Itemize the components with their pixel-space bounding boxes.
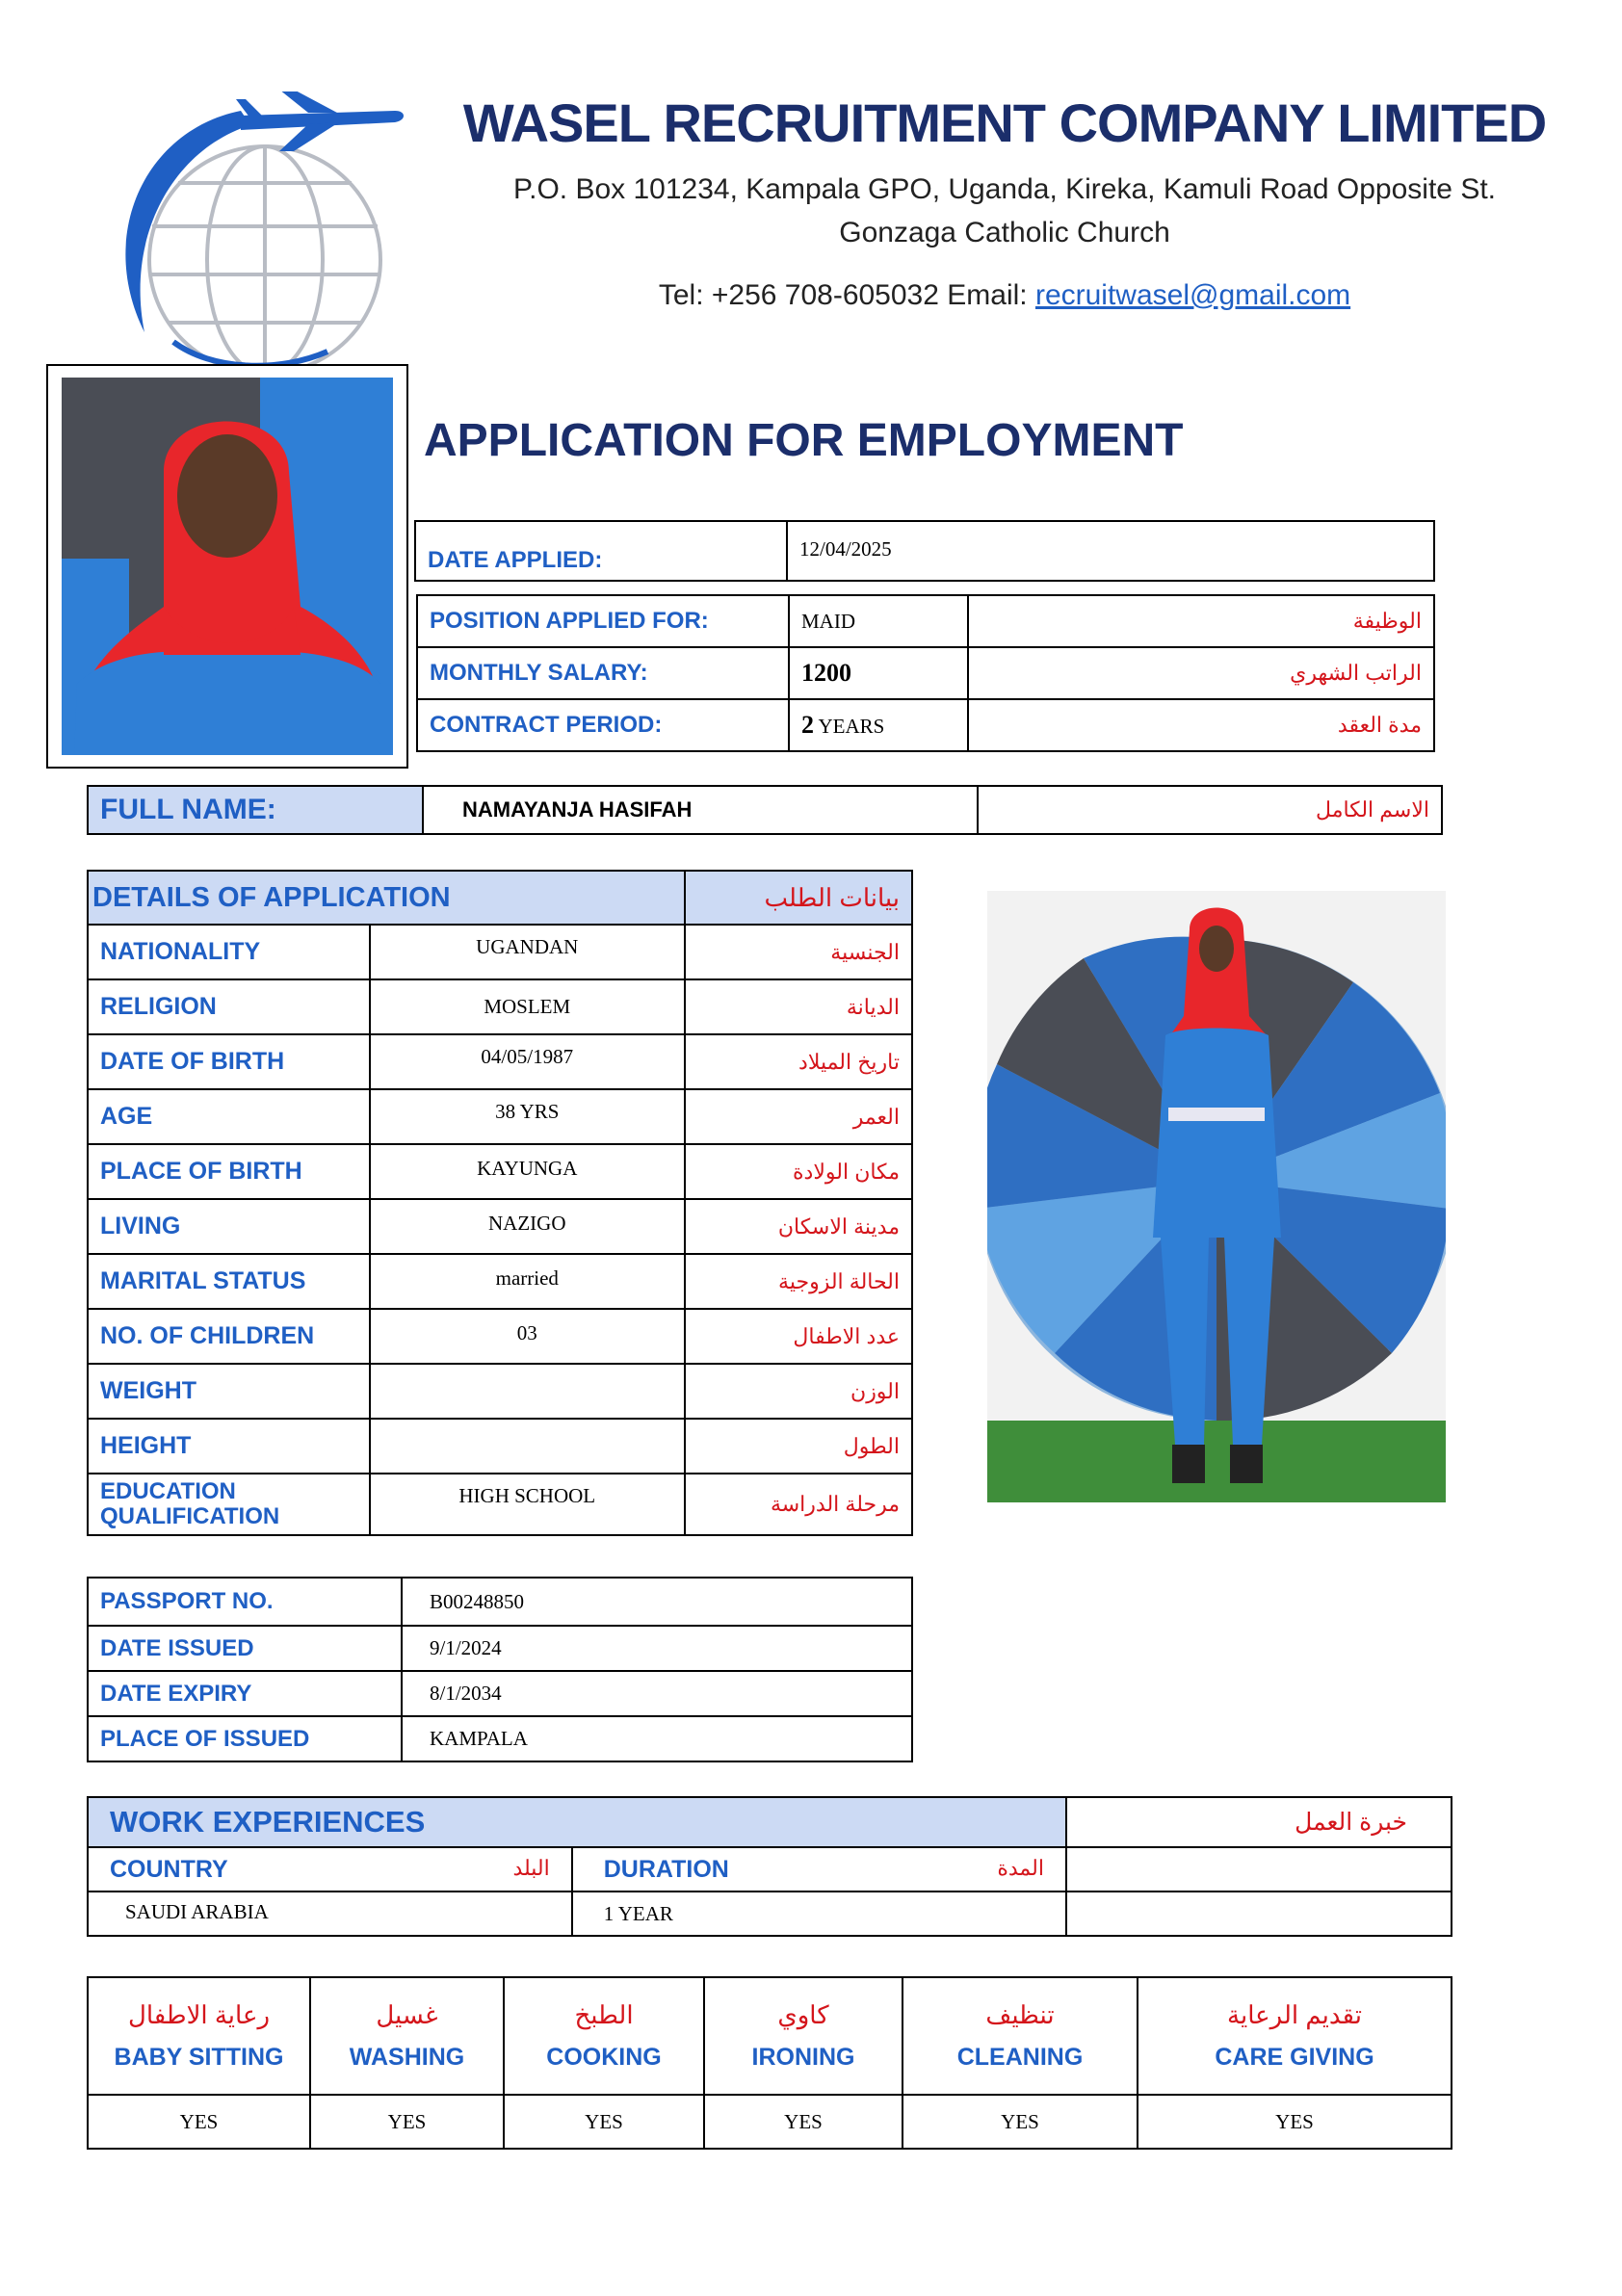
details-row-value: MOSLEM	[370, 979, 685, 1034]
passport-row-value: KAMPALA	[402, 1716, 912, 1761]
salary-label: MONTHLY SALARY:	[417, 647, 789, 699]
skill-ar: رعاية الاطفال	[127, 2000, 271, 2029]
skill-header	[1138, 1977, 1452, 2095]
details-row-ar: مرحلة الدراسة	[685, 1474, 912, 1535]
details-row	[88, 1364, 912, 1419]
details-row	[88, 1089, 912, 1144]
passport-row-label: PASSPORT NO.	[88, 1578, 402, 1626]
details-row-label: NO. OF CHILDREN	[88, 1309, 370, 1364]
details-row-label: LIVING	[88, 1199, 370, 1254]
details-row	[88, 1309, 912, 1364]
skill-value: YES	[310, 2095, 504, 2149]
skill-value: YES	[504, 2095, 704, 2149]
skill-value: YES	[88, 2095, 310, 2149]
passport-row	[88, 1671, 912, 1716]
form-title: APPLICATION FOR EMPLOYMENT	[424, 415, 1184, 466]
details-row-ar: الجنسية	[685, 925, 912, 979]
salary-ar: الراتب الشهري	[968, 647, 1434, 699]
passport-table	[87, 1577, 913, 1762]
position-label: POSITION APPLIED FOR:	[417, 595, 789, 647]
full-body-photo	[987, 891, 1446, 1502]
work-empty-cell	[1066, 1847, 1452, 1892]
details-row-ar: الديانة	[685, 979, 912, 1034]
passport-row	[88, 1578, 912, 1626]
company-tel: Tel: +256 708-605032 Email:	[658, 279, 1035, 311]
details-row-ar: الطول	[685, 1419, 912, 1474]
details-row-value: 04/05/1987	[370, 1034, 685, 1089]
skill-ar: كاوي	[777, 2000, 829, 2029]
company-logo	[87, 91, 414, 371]
details-row-value	[370, 1364, 685, 1419]
company-email-link[interactable]: recruitwasel@gmail.com	[1034, 279, 1351, 311]
skill-label: COOKING	[546, 2044, 662, 2071]
skill-ar: غسيل	[376, 2000, 438, 2029]
skill-label: WASHING	[349, 2044, 465, 2071]
full-name-table	[87, 785, 1443, 835]
contract-value-unit: YEARS	[818, 715, 885, 738]
work-duration-value: 1 YEAR	[572, 1892, 1066, 1936]
date-applied-table	[414, 520, 1435, 582]
details-row	[88, 1419, 912, 1474]
details-row-ar: العمر	[685, 1089, 912, 1144]
work-header: WORK EXPERIENCES	[88, 1797, 1066, 1847]
details-row-label: PLACE OF BIRTH	[88, 1144, 370, 1199]
full-name-ar: الاسم الكامل	[978, 786, 1442, 834]
details-row-value: married	[370, 1254, 685, 1309]
portrait-photo	[46, 364, 408, 769]
skill-header	[310, 1977, 504, 2095]
details-row-value: 38 YRS	[370, 1089, 685, 1144]
details-row	[88, 1254, 912, 1309]
skill-ar: تنظيف	[985, 2000, 1055, 2029]
passport-row-value: 9/1/2024	[402, 1626, 912, 1671]
position-value: MAID	[789, 595, 968, 647]
skill-header	[903, 1977, 1138, 2095]
details-row-value: KAYUNGA	[370, 1144, 685, 1199]
details-row-ar: عدد الاطفال	[685, 1309, 912, 1364]
passport-row-label: DATE ISSUED	[88, 1626, 402, 1671]
details-row-label: MARITAL STATUS	[88, 1254, 370, 1309]
details-row	[88, 1144, 912, 1199]
work-country-value: SAUDI ARABIA	[88, 1892, 572, 1936]
details-row-label: DATE OF BIRTH	[88, 1034, 370, 1089]
skill-value: YES	[1138, 2095, 1452, 2149]
skill-label: IRONING	[751, 2044, 855, 2071]
company-address-line1: P.O. Box 101234, Kampala GPO, Uganda, Kireka, Kamuli Road Opposite St.	[512, 173, 1496, 205]
skill-header	[704, 1977, 903, 2095]
details-row-value: NAZIGO	[370, 1199, 685, 1254]
details-row-label: WEIGHT	[88, 1364, 370, 1419]
work-duration-label: DURATION	[603, 1855, 729, 1883]
passport-row-label: PLACE OF ISSUED	[88, 1716, 402, 1761]
passport-row-value: B00248850	[402, 1578, 912, 1626]
details-row-label: HEIGHT	[88, 1419, 370, 1474]
company-contact	[460, 279, 1549, 312]
details-row-value	[370, 1419, 685, 1474]
work-experience-table	[87, 1796, 1452, 1937]
skill-label: BABY SITTING	[114, 2044, 284, 2071]
passport-row	[88, 1626, 912, 1671]
company-address-line2: Gonzaga Catholic Church	[839, 217, 1170, 248]
skill-ar: الطبخ	[574, 2000, 634, 2029]
company-name: WASEL RECRUITMENT COMPANY LIMITED	[462, 92, 1547, 153]
skills-table	[87, 1976, 1452, 2150]
contract-label: CONTRACT PERIOD:	[417, 699, 789, 751]
details-row	[88, 1199, 912, 1254]
skills-values-row	[88, 2095, 1452, 2149]
skill-value: YES	[704, 2095, 903, 2149]
skill-header	[88, 1977, 310, 2095]
details-row-value: UGANDAN	[370, 925, 685, 979]
skill-label: CARE GIVING	[1215, 2044, 1374, 2071]
details-row	[88, 1034, 912, 1089]
details-row-ar: مدينة الاسكان	[685, 1199, 912, 1254]
details-row-ar: الوزن	[685, 1364, 912, 1419]
work-header-ar: خبرة العمل	[1066, 1797, 1452, 1847]
work-country-ar: البلد	[512, 1855, 550, 1880]
skill-ar: تقديم الرعاية	[1227, 2000, 1362, 2029]
date-applied-label: DATE APPLIED:	[415, 521, 787, 581]
details-row-ar: الحالة الزوجية	[685, 1254, 912, 1309]
contract-ar: مدة العقد	[968, 699, 1434, 751]
details-row-label: EDUCATION QUALIFICATION	[88, 1474, 370, 1535]
work-duration-header	[572, 1847, 1066, 1892]
passport-row-label: DATE EXPIRY	[88, 1671, 402, 1716]
position-table	[416, 594, 1435, 752]
contract-value-num: 2	[801, 711, 814, 739]
skill-label: CLEANING	[956, 2044, 1084, 2071]
work-duration-ar: المدة	[997, 1855, 1044, 1880]
details-header: DETAILS OF APPLICATION	[88, 871, 685, 925]
details-row-label: AGE	[88, 1089, 370, 1144]
passport-row	[88, 1716, 912, 1761]
date-applied-value: 12/04/2025	[787, 521, 1434, 581]
details-row-label: RELIGION	[88, 979, 370, 1034]
passport-row-value: 8/1/2034	[402, 1671, 912, 1716]
position-ar: الوظيفة	[968, 595, 1434, 647]
details-row	[88, 979, 912, 1034]
details-table	[87, 870, 913, 1536]
details-row-ar: مكان الولادة	[685, 1144, 912, 1199]
full-name-label: FULL NAME:	[88, 786, 423, 834]
work-country-label: COUNTRY	[110, 1855, 228, 1883]
details-row-value: 03	[370, 1309, 685, 1364]
details-row	[88, 925, 912, 979]
details-row	[88, 1474, 912, 1535]
full-name-value: NAMAYANJA HASIFAH	[423, 786, 978, 834]
details-row-ar: تاريخ الميلاد	[685, 1034, 912, 1089]
details-row-label: NATIONALITY	[88, 925, 370, 979]
skill-value: YES	[903, 2095, 1138, 2149]
work-row	[88, 1892, 1452, 1936]
contract-value	[789, 699, 968, 751]
details-header-ar: بيانات الطلب	[685, 871, 912, 925]
work-empty-cell	[1066, 1892, 1452, 1936]
details-row-value: HIGH SCHOOL	[370, 1474, 685, 1535]
work-country-header	[88, 1847, 572, 1892]
salary-value: 1200	[789, 647, 968, 699]
skill-header	[504, 1977, 704, 2095]
